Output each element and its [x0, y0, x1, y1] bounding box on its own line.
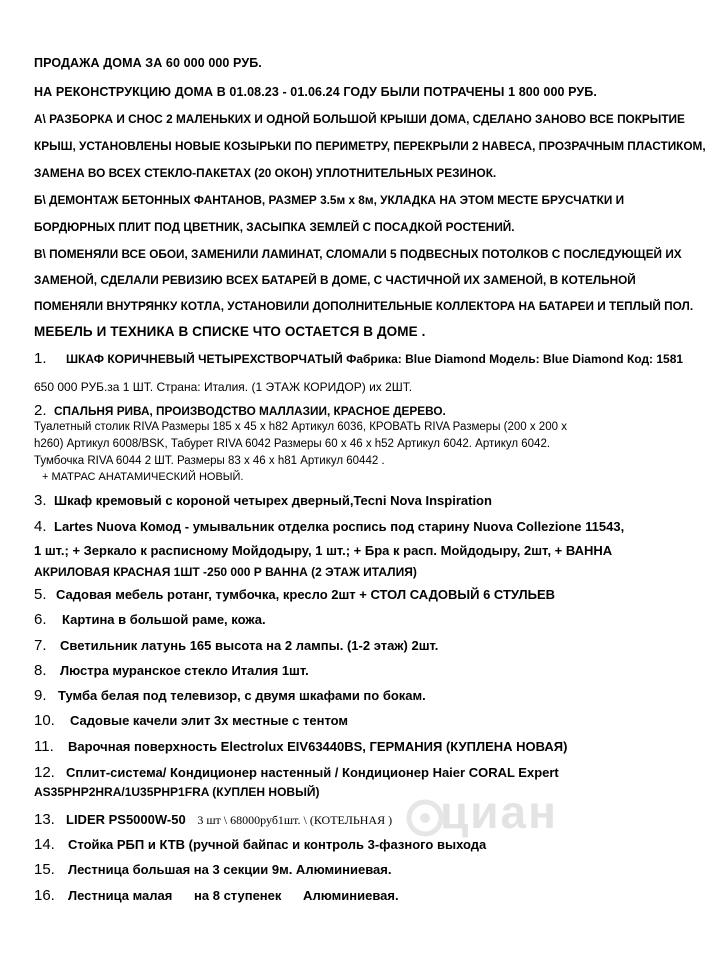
item-text: Лестница большая на 3 секции 9м. Алюминиевая. — [68, 862, 392, 877]
list-item-8 — [34, 662, 309, 679]
list-item-13 — [34, 811, 392, 828]
item-number: 2. — [34, 402, 47, 419]
watermark-logo: циан — [440, 786, 558, 838]
paragraph-c-line2: ЗАМЕНОЙ, СДЕЛАЛИ РЕВИЗИЮ ВСЕХ БАТАРЕЙ В ДОМЕ, С ЧАСТИЧНОЙ ИХ ЗАМЕНОЙ, В КОТЕЛЬНОЙ — [34, 273, 636, 287]
item-text: Сплит-система/ Кондиционер настенный / Кондиционер Haier CORAL Expert — [66, 765, 559, 780]
sale-price-heading: ПРОДАЖА ДОМА ЗА 60 000 000 РУБ. — [34, 56, 262, 70]
list-item-5 — [34, 586, 555, 603]
item-text: Картина в большой раме, кожа. — [62, 612, 266, 627]
item-number: 11. — [34, 738, 54, 755]
item-number: 15. — [34, 861, 55, 878]
paragraph-c-line1: В\ ПОМЕНЯЛИ ВСЕ ОБОИ, ЗАМЕНИЛИ ЛАМИНАТ, СЛОМАЛИ 5 ПОДВЕСНЫХ ПОТОЛКОВ С ПОСЛЕДУЮЩЕЙ ИХ — [34, 247, 682, 261]
list-item-12-line2: AS35PHP2HRA/1U35PHP1FRA (КУПЛЕН НОВЫЙ) — [34, 785, 320, 799]
list-item-7 — [34, 637, 438, 654]
cian-logo-icon — [405, 798, 445, 838]
item-text: Lartes Nuova Комод - умывальник отделка роспись под старину Nuova Collezione 11543, — [54, 519, 625, 534]
list-item-2 — [34, 402, 446, 419]
list-item-2-detail-line4: + МАТРАС АНАТАМИЧЕСКИЙ НОВЫЙ. — [42, 471, 244, 483]
list-item-1 — [34, 350, 683, 367]
list-item-14 — [34, 836, 486, 853]
item-text: Варочная поверхность Electrolux EIV63440BS, ГЕРМАНИЯ (КУПЛЕНА НОВАЯ) — [68, 739, 568, 754]
paragraph-a-line2: КРЫШ, УСТАНОВЛЕНЫ НОВЫЕ КОЗЫРЬКИ ПО ПЕРИМЕТРУ, ПЕРЕКРЫЛИ 2 НАВЕСА, ПРОЗРАЧНЫМ ПЛАСТИКОМ, — [34, 139, 706, 153]
item-number: 7. — [34, 637, 47, 654]
list-item-2-detail-line1: Туалетный столик RIVA Размеры 185 х 45 х h82 Артикул 6036, КРОВАТЬ RIVA Размеры (200 х 200 х — [34, 421, 567, 433]
item-number: 4. — [34, 518, 47, 535]
item-text: ШКАФ КОРИЧНЕВЫЙ ЧЕТЫРЕХСТВОРЧАТЫЙ Фабрика: Blue Diamond Модель: Blue Diamond Код: 1581 — [66, 352, 684, 366]
item-text: Стойка РБП и КТВ (ручной байпас и контроль 3-фазного выхода — [68, 837, 487, 852]
item-number: 16. — [34, 887, 55, 904]
item-text: Шкаф кремовый с короной четырех дверный,Tecni Nova Inspiration — [54, 493, 492, 508]
list-item-2-detail-line3: Тумбочка RIVA 6044 2 ШТ. Размеры 83 х 46 х h81 Артикул 60442 . — [34, 455, 385, 467]
list-item-3 — [34, 492, 492, 509]
item-text: СПАЛЬНЯ РИВА, ПРОИЗВОДСТВО МАЛЛАЗИИ, КРАСНОЕ ДЕРЕВО. — [54, 404, 446, 418]
item-number: 9. — [34, 687, 47, 704]
paragraph-b-line1: Б\ ДЕМОНТАЖ БЕТОННЫХ ФАНТАНОВ, РАЗМЕР 3.5м х 8м, УКЛАДКА НА ЭТОМ МЕСТЕ БРУСЧАТКИ И — [34, 193, 625, 207]
list-item-6 — [34, 611, 266, 628]
item-text: Тумба белая под телевизор, с двумя шкафами по бокам. — [58, 688, 426, 703]
item-text: Садовая мебель ротанг, тумбочка, кресло 2шт + СТОЛ САДОВЫЙ 6 СТУЛЬЕВ — [56, 587, 556, 602]
item-text: Садовые качели элит 3х местные с тентом — [70, 713, 349, 728]
list-item-15 — [34, 861, 391, 878]
list-item-4-line3: АКРИЛОВАЯ КРАСНАЯ 1ШТ -250 000 Р ВАННА (2 ЭТАЖ ИТАЛИЯ) — [34, 565, 417, 579]
item-text: 3 шт \ 68000руб1шт. \ (КОТЕЛЬНАЯ ) — [197, 813, 393, 827]
list-item-1-details: 650 000 РУБ.за 1 ШТ. Страна: Италия. (1 ЭТАЖ КОРИДОР) их 2ШТ. — [34, 380, 413, 394]
item-text: Светильник латунь 165 высота на 2 лампы. (1-2 этаж) 2шт. — [60, 638, 439, 653]
item-model: LIDER PS5000W-50 — [66, 812, 186, 827]
paragraph-c-line3: ПОМЕНЯЛИ ВНУТРЯНКУ КОТЛА, УСТАНОВИЛИ ДОПОЛНИТЕЛЬНЫЕ КОЛЛЕКТОРА НА БАТАРЕИ И ТЕПЛЫЙ ПОЛ. — [34, 299, 694, 313]
list-item-4 — [34, 518, 624, 535]
paragraph-a-line3: ЗАМЕНА ВО ВСЕХ СТЕКЛО-ПАКЕТАХ (20 ОКОН) УПЛОТНИТЕЛЬНЫХ РЕЗИНОК. — [34, 166, 497, 180]
list-item-10 — [34, 712, 348, 729]
list-item-11 — [34, 738, 567, 755]
list-item-4-line2: 1 шт.; + Зеркало к расписному Мойдодыру, 1 шт.; + Бра к расп. Мойдодыру, 2шт, + ВАННА — [34, 543, 613, 558]
item-number: 14. — [34, 836, 55, 853]
item-number: 10. — [34, 712, 55, 729]
item-text: Люстра муранское стекло Италия 1шт. — [60, 663, 309, 678]
item-number: 1. — [34, 350, 47, 367]
item-number: 3. — [34, 492, 47, 509]
furniture-list-heading: МЕБЕЛЬ И ТЕХНИКА В СПИСКЕ ЧТО ОСТАЕТСЯ В ДОМЕ . — [34, 324, 426, 339]
list-item-2-detail-line2: h260) Артикул 6008/BSK, Табурет RIVA 6042 Размеры 60 х 46 х h52 Артикул 6042. Артикул 6042. — [34, 438, 551, 450]
item-text: Лестница малая на 8 ступенек Алюминиевая. — [68, 888, 399, 903]
paragraph-b-line2: БОРДЮРНЫХ ПЛИТ ПОД ЦВЕТНИК, ЗАСЫПКА ЗЕМЛЕЙ С ПОСАДКОЙ РОСТЕНИЙ. — [34, 220, 515, 234]
item-number: 13. — [34, 811, 55, 828]
list-item-12 — [34, 764, 559, 781]
item-number: 12. — [34, 764, 55, 781]
item-number: 6. — [34, 611, 47, 628]
list-item-16 — [34, 887, 399, 904]
item-number: 5. — [34, 586, 47, 603]
paragraph-a-line1: А\ РАЗБОРКА И СНОС 2 МАЛЕНЬКИХ И ОДНОЙ БОЛЬШОЙ КРЫШИ ДОМА, СДЕЛАНО ЗАНОВО ВСЕ ПОКРЫТИЕ — [34, 112, 685, 126]
item-number: 8. — [34, 662, 47, 679]
renovation-cost-heading: НА РЕКОНСТРУКЦИЮ ДОМА В 01.08.23 - 01.06.24 ГОДУ БЫЛИ ПОТРАЧЕНЫ 1 800 000 РУБ. — [34, 85, 597, 99]
list-item-9 — [34, 687, 426, 704]
